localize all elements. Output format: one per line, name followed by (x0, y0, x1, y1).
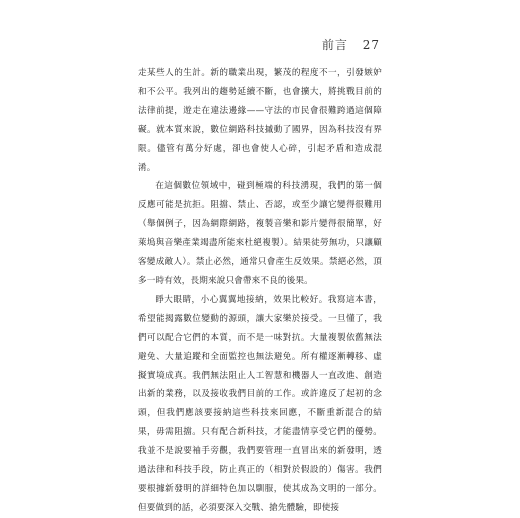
paragraph-2: 在這個數位領域中，碰到極端的科技湧現，我們的第一個反應可能是抗拒。阻擋、禁止、否認，或至少讓它變得很難用（舉個例子，因為網際網路，複製音樂和影片變得很簡單，好萊塢與音樂產業竭盡所能來杜絕複製）。結果徒勞無功，只讓顧客變成敵人）。禁止必然，通常只會產生反效果。禁絕必然，頂多一時有效，長期來說只會帶來不良的後果。 (138, 181, 382, 286)
paragraph-3: 睜大眼睛，小心翼翼地接納，效果比較好。我寫這本書，希望能揭露數位變動的源頭，讓大家樂於接受。一旦懂了，我們可以配合它們的本質，而不是一味對抗。大量複製依舊無法避免、大量追蹤和全面監控也無法避免。所有權逐漸轉移、虛擬實境成真。我們無法阻止人工智慧和機器人一直改進、創造出新的業務，以及接收我們目前的工作。或許違反了起初的念頭，但我們應該要接納這些科技來回應，不斷重新混合的結果，毋需阻擋。只有配合新科技，才能盡情享受它們的優勢。我並不是說要袖手旁觀，我們要管理一直冒出來的新發明，透過法律和科技手段，防止真正的（相對於假設的）傷害。我們要根據新發明的詳細特色加以馴服，使其成為文明的一部分。但要做到的話，必須要深入交戰、搶先體驗，即使接 (138, 294, 382, 513)
running-header (322, 36, 380, 53)
paragraph-1: 走某些人的生計。新的職業出現，繁茂的程度不一，引發嫉妒和不公平。我列出的趨勢延續不斷，也會擴大，將挑戰目前的法律前提，遊走在違法邊緣——守法的市民會很難跨過這個障礙。就本質來說，數位網路科技摵動了國界，因為科技沒有界限。儘管有萬分好處，卻也會使人心碎，引起矛盾和造成混淆。 (138, 68, 382, 173)
page-number: 27 (362, 38, 380, 52)
section-title: 前言 (321, 38, 348, 52)
body-text (138, 64, 382, 518)
